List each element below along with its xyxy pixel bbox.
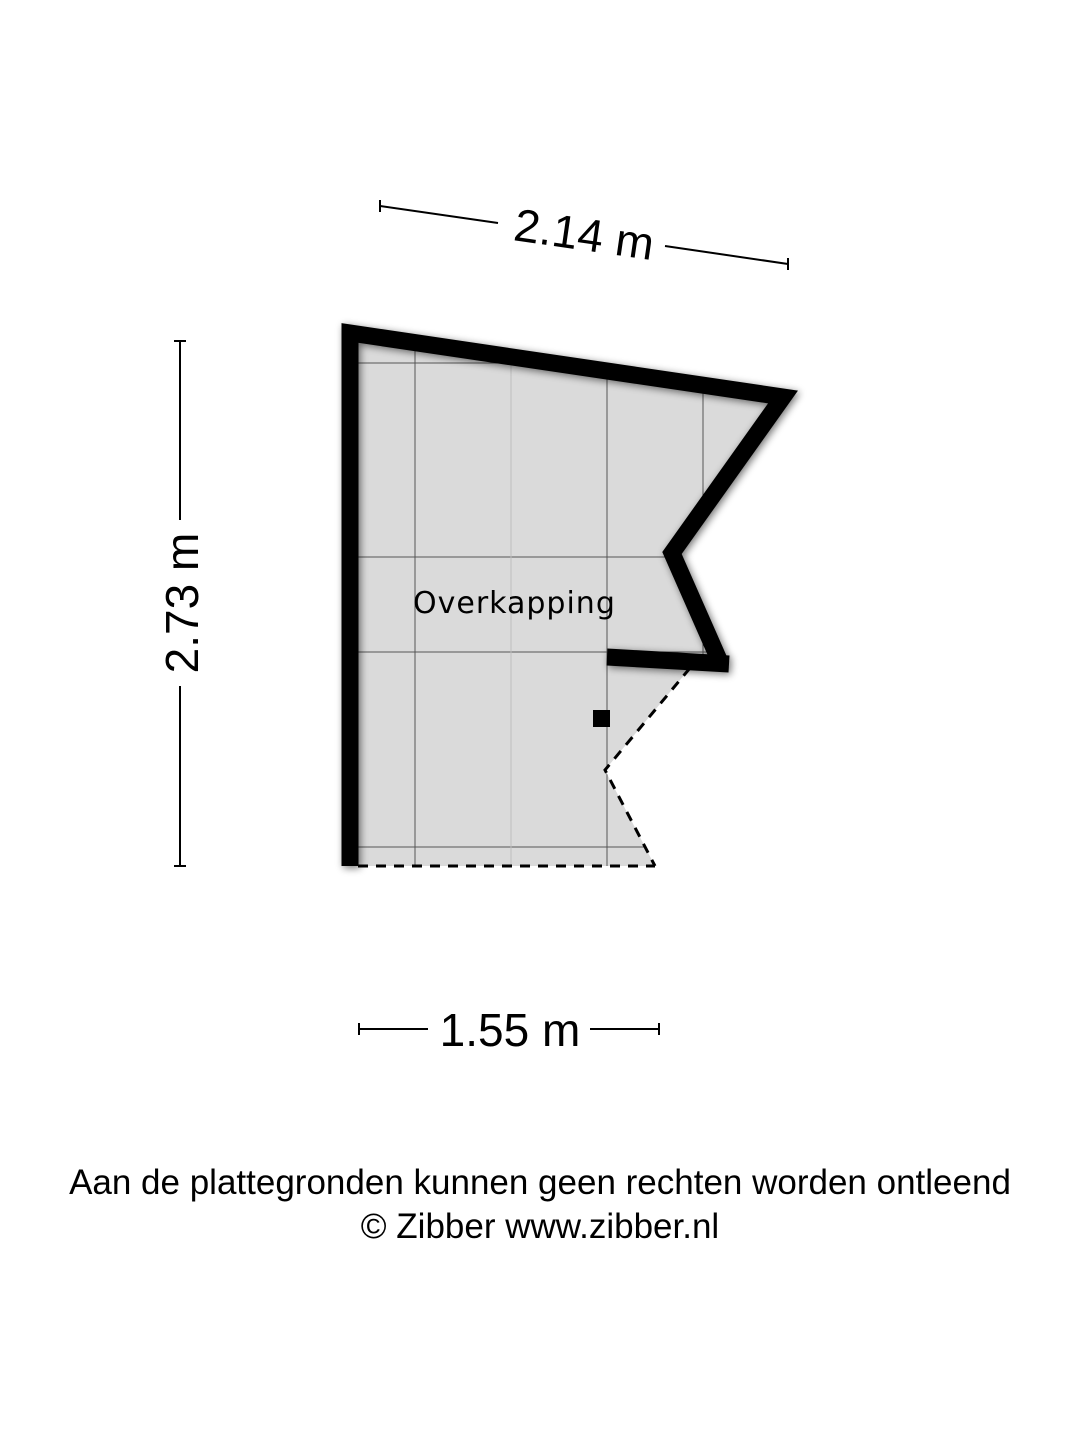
left-dimension (156, 341, 208, 866)
room-label: Overkapping (413, 586, 616, 621)
left-dimension-label: 2.73 m (156, 532, 208, 674)
top-dimension (380, 198, 788, 270)
bottom-dimension-label: 1.55 m (439, 1004, 581, 1056)
bottom-dimension (359, 1004, 659, 1056)
copyright-text: © Zibber www.zibber.nl (360, 1207, 720, 1246)
top-dimension-label: 2.14 m (510, 198, 658, 270)
column-post (593, 710, 610, 727)
short-wall (607, 657, 729, 664)
disclaimer-text: Aan de plattegronden kunnen geen rechten worden ontleend (69, 1163, 1011, 1202)
